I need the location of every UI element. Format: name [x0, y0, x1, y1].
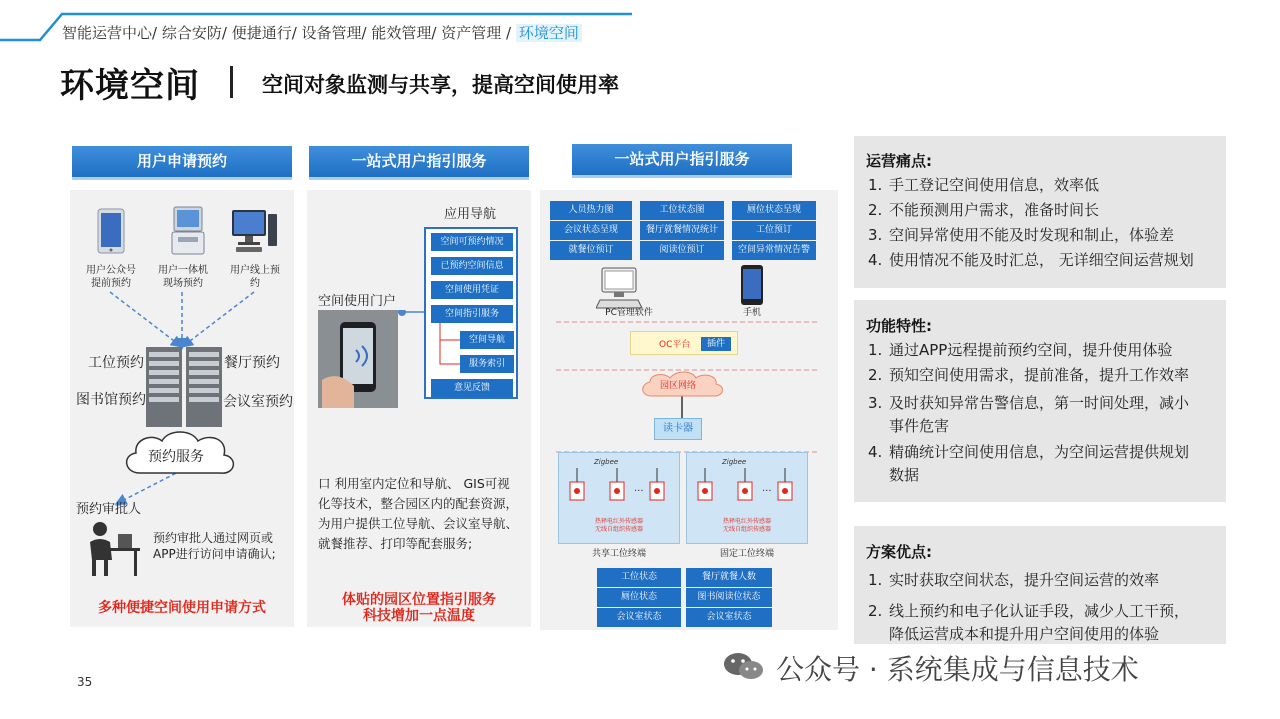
person-at-desk-icon — [86, 520, 142, 578]
feature-button[interactable]: 工位预订 — [732, 221, 816, 240]
nav-item[interactable]: 空间可预约情况 — [431, 233, 513, 251]
phone-in-hand-photo — [318, 310, 428, 408]
watermark-text: 公众号 · 系统集成与信息技术 — [776, 653, 1139, 686]
wechat-icon — [722, 650, 766, 682]
workstation-booking-label: 工位预约 — [88, 355, 144, 371]
pain-point-item: 1. 手工登记空间使用信息，效率低 — [868, 176, 1100, 194]
feature-button[interactable]: 阅读位预订 — [640, 241, 724, 260]
breadcrumb — [62, 22, 582, 43]
col1-footer: 多种便捷空间使用申请方式 — [98, 600, 266, 616]
zigbee-label: Zigbee — [594, 458, 619, 466]
breadcrumb-item[interactable]: 综合安防/ — [161, 24, 227, 42]
pain-point-item: 3. 空间异常使用不能及时发现和制止，体验差 — [868, 226, 1175, 244]
nav-item[interactable]: 意见反馈 — [431, 379, 513, 397]
network-label: 园区网络 — [660, 381, 697, 391]
status-button[interactable]: 厕位状态 — [597, 588, 681, 607]
server-icon — [145, 346, 223, 428]
feature-button[interactable]: 工位状态图 — [640, 201, 724, 220]
col2-footer-line2: 科技增加一点温度 — [363, 608, 475, 624]
device-label: 用户一体机 现场预约 — [158, 265, 208, 289]
col2-heading: 一站式用户指引服务 — [309, 146, 529, 180]
status-button[interactable]: 餐厅就餐人数 — [686, 568, 772, 587]
feature-button[interactable]: 人员热力图 — [550, 201, 632, 220]
features-box — [854, 300, 1226, 502]
col1-heading: 用户申请预约 — [72, 146, 292, 180]
library-booking-label: 图书馆预约 — [76, 392, 146, 408]
mobile-phone-icon — [740, 264, 764, 306]
status-button[interactable]: 会议室状态 — [686, 608, 772, 627]
feature-item: 4. 精确统计空间使用信息，为空间运营提供规划 数据 — [868, 443, 1190, 484]
breadcrumb-item[interactable]: 能效管理/ — [371, 24, 437, 42]
oc-label: OC平台 — [659, 340, 691, 350]
feature-button[interactable]: 空间异常情况告警 — [732, 241, 816, 260]
nav-subitem[interactable]: 服务索引 — [460, 355, 514, 373]
breadcrumb-item[interactable]: 便捷通行/ — [231, 24, 297, 42]
tablet-icon — [95, 208, 127, 254]
page-title: 环境空间 — [60, 66, 200, 106]
oc-platform-box — [630, 331, 738, 355]
meeting-booking-label: 会议室预约 — [223, 394, 293, 410]
portal-label: 空间使用门户 — [318, 294, 397, 309]
feature-item: 2. 预知空间使用需求，提前准备，提升工作效率 — [868, 366, 1190, 384]
card-reader-box: 读卡器 — [654, 418, 702, 440]
pc-icon — [596, 266, 646, 310]
shared-terminal-label: 共享工位终端 — [591, 549, 646, 559]
plugin-badge: 插件 — [701, 337, 731, 351]
sensor-note: 热释电红外传感器 无线自组织传感器 — [722, 518, 771, 533]
nav-tree-lines — [436, 323, 462, 371]
advantages-title: 方案优点: — [866, 543, 932, 561]
status-button[interactable]: 工位状态 — [597, 568, 681, 587]
svg-text:···: ··· — [762, 486, 772, 497]
nav-title: 应用导航 — [444, 207, 497, 222]
sensor-note: 热释电红外传感器 无线自组织传感器 — [594, 518, 643, 533]
breadcrumb-item[interactable]: 设备管理/ — [301, 24, 367, 42]
breadcrumb-active-item: 环境空间 — [516, 24, 582, 42]
approver-description: 预约审批人通过网页或 APP进行访问申请确认; — [153, 531, 276, 561]
canteen-booking-label: 餐厅预约 — [224, 355, 280, 371]
kiosk-icon — [168, 206, 208, 256]
breadcrumb-item[interactable]: 资产管理 / — [441, 24, 512, 42]
feature-button[interactable]: 就餐位预订 — [550, 241, 632, 260]
status-button[interactable]: 会议室状态 — [597, 608, 681, 627]
feature-button[interactable]: 会议状态呈现 — [550, 221, 632, 240]
booking-service-label: 预约服务 — [148, 449, 204, 465]
zigbee-label: Zigbee — [722, 458, 747, 466]
nav-item[interactable]: 已预约空间信息 — [431, 257, 513, 275]
nav-item[interactable]: 空间指引服务 — [431, 305, 513, 323]
status-button[interactable]: 图书阅读位状态 — [686, 588, 772, 607]
feature-item: 1. 通过APP远程提前预约空间，提升使用体验 — [868, 341, 1173, 359]
svg-text:···: ··· — [634, 486, 644, 497]
pain-point-item: 2. 不能预测用户需求，准备时间长 — [868, 201, 1100, 219]
nav-subitem[interactable]: 空间导航 — [460, 331, 514, 349]
page-subtitle: 空间对象监测与共享，提高空间使用率 — [262, 73, 619, 97]
advantage-item: 1. 实时获取空间状态，提升空间运营的效率 — [868, 571, 1160, 589]
fixed-terminal-label: 固定工位终端 — [719, 549, 774, 559]
feature-button[interactable]: 厕位状态呈现 — [732, 201, 816, 220]
approver-label: 预约审批人 — [76, 502, 142, 517]
device-label: 用户公众号 提前预约 — [86, 265, 136, 289]
breadcrumb-item[interactable]: 智能运营中心/ — [62, 24, 158, 42]
col2-description: 口 利用室内定位和导航、 GIS可视化等技术，整合园区内的配套资源，为用户提供工位导航、会议室导航、就餐推荐、打印等配套服务; — [318, 476, 519, 551]
col2-footer-line1: 体贴的园区位置指引服务 — [342, 592, 496, 608]
pain-points-title: 运营痛点: — [866, 152, 932, 170]
phone-label: 手机 — [742, 308, 761, 318]
feature-item: 3. 及时获知异常告警信息，第一时间处理，减小 事件危害 — [868, 394, 1190, 435]
app-navigation-box — [424, 227, 518, 399]
title-divider — [230, 66, 233, 98]
feature-button[interactable]: 餐厅就餐情况统计 — [640, 221, 724, 240]
device-label: 用户线上预 约 — [230, 265, 280, 289]
advantages-box — [854, 526, 1226, 644]
features-title: 功能特性: — [866, 317, 932, 335]
pc-label: PC管理软件 — [605, 308, 653, 318]
pain-points-box — [854, 136, 1226, 288]
desktop-computer-icon — [230, 208, 278, 254]
advantage-item: 2. 线上预约和电子化认证手段，减少人工干预， 降低运营成本和提升用户空间使用的体验 — [868, 602, 1190, 643]
nav-item[interactable]: 空间使用凭证 — [431, 281, 513, 299]
pain-point-item: 4. 使用情况不能及时汇总， 无详细空间运营规划 — [868, 251, 1194, 269]
page-number: 35 — [77, 675, 93, 689]
col3-heading: 一站式用户指引服务 — [572, 144, 792, 178]
